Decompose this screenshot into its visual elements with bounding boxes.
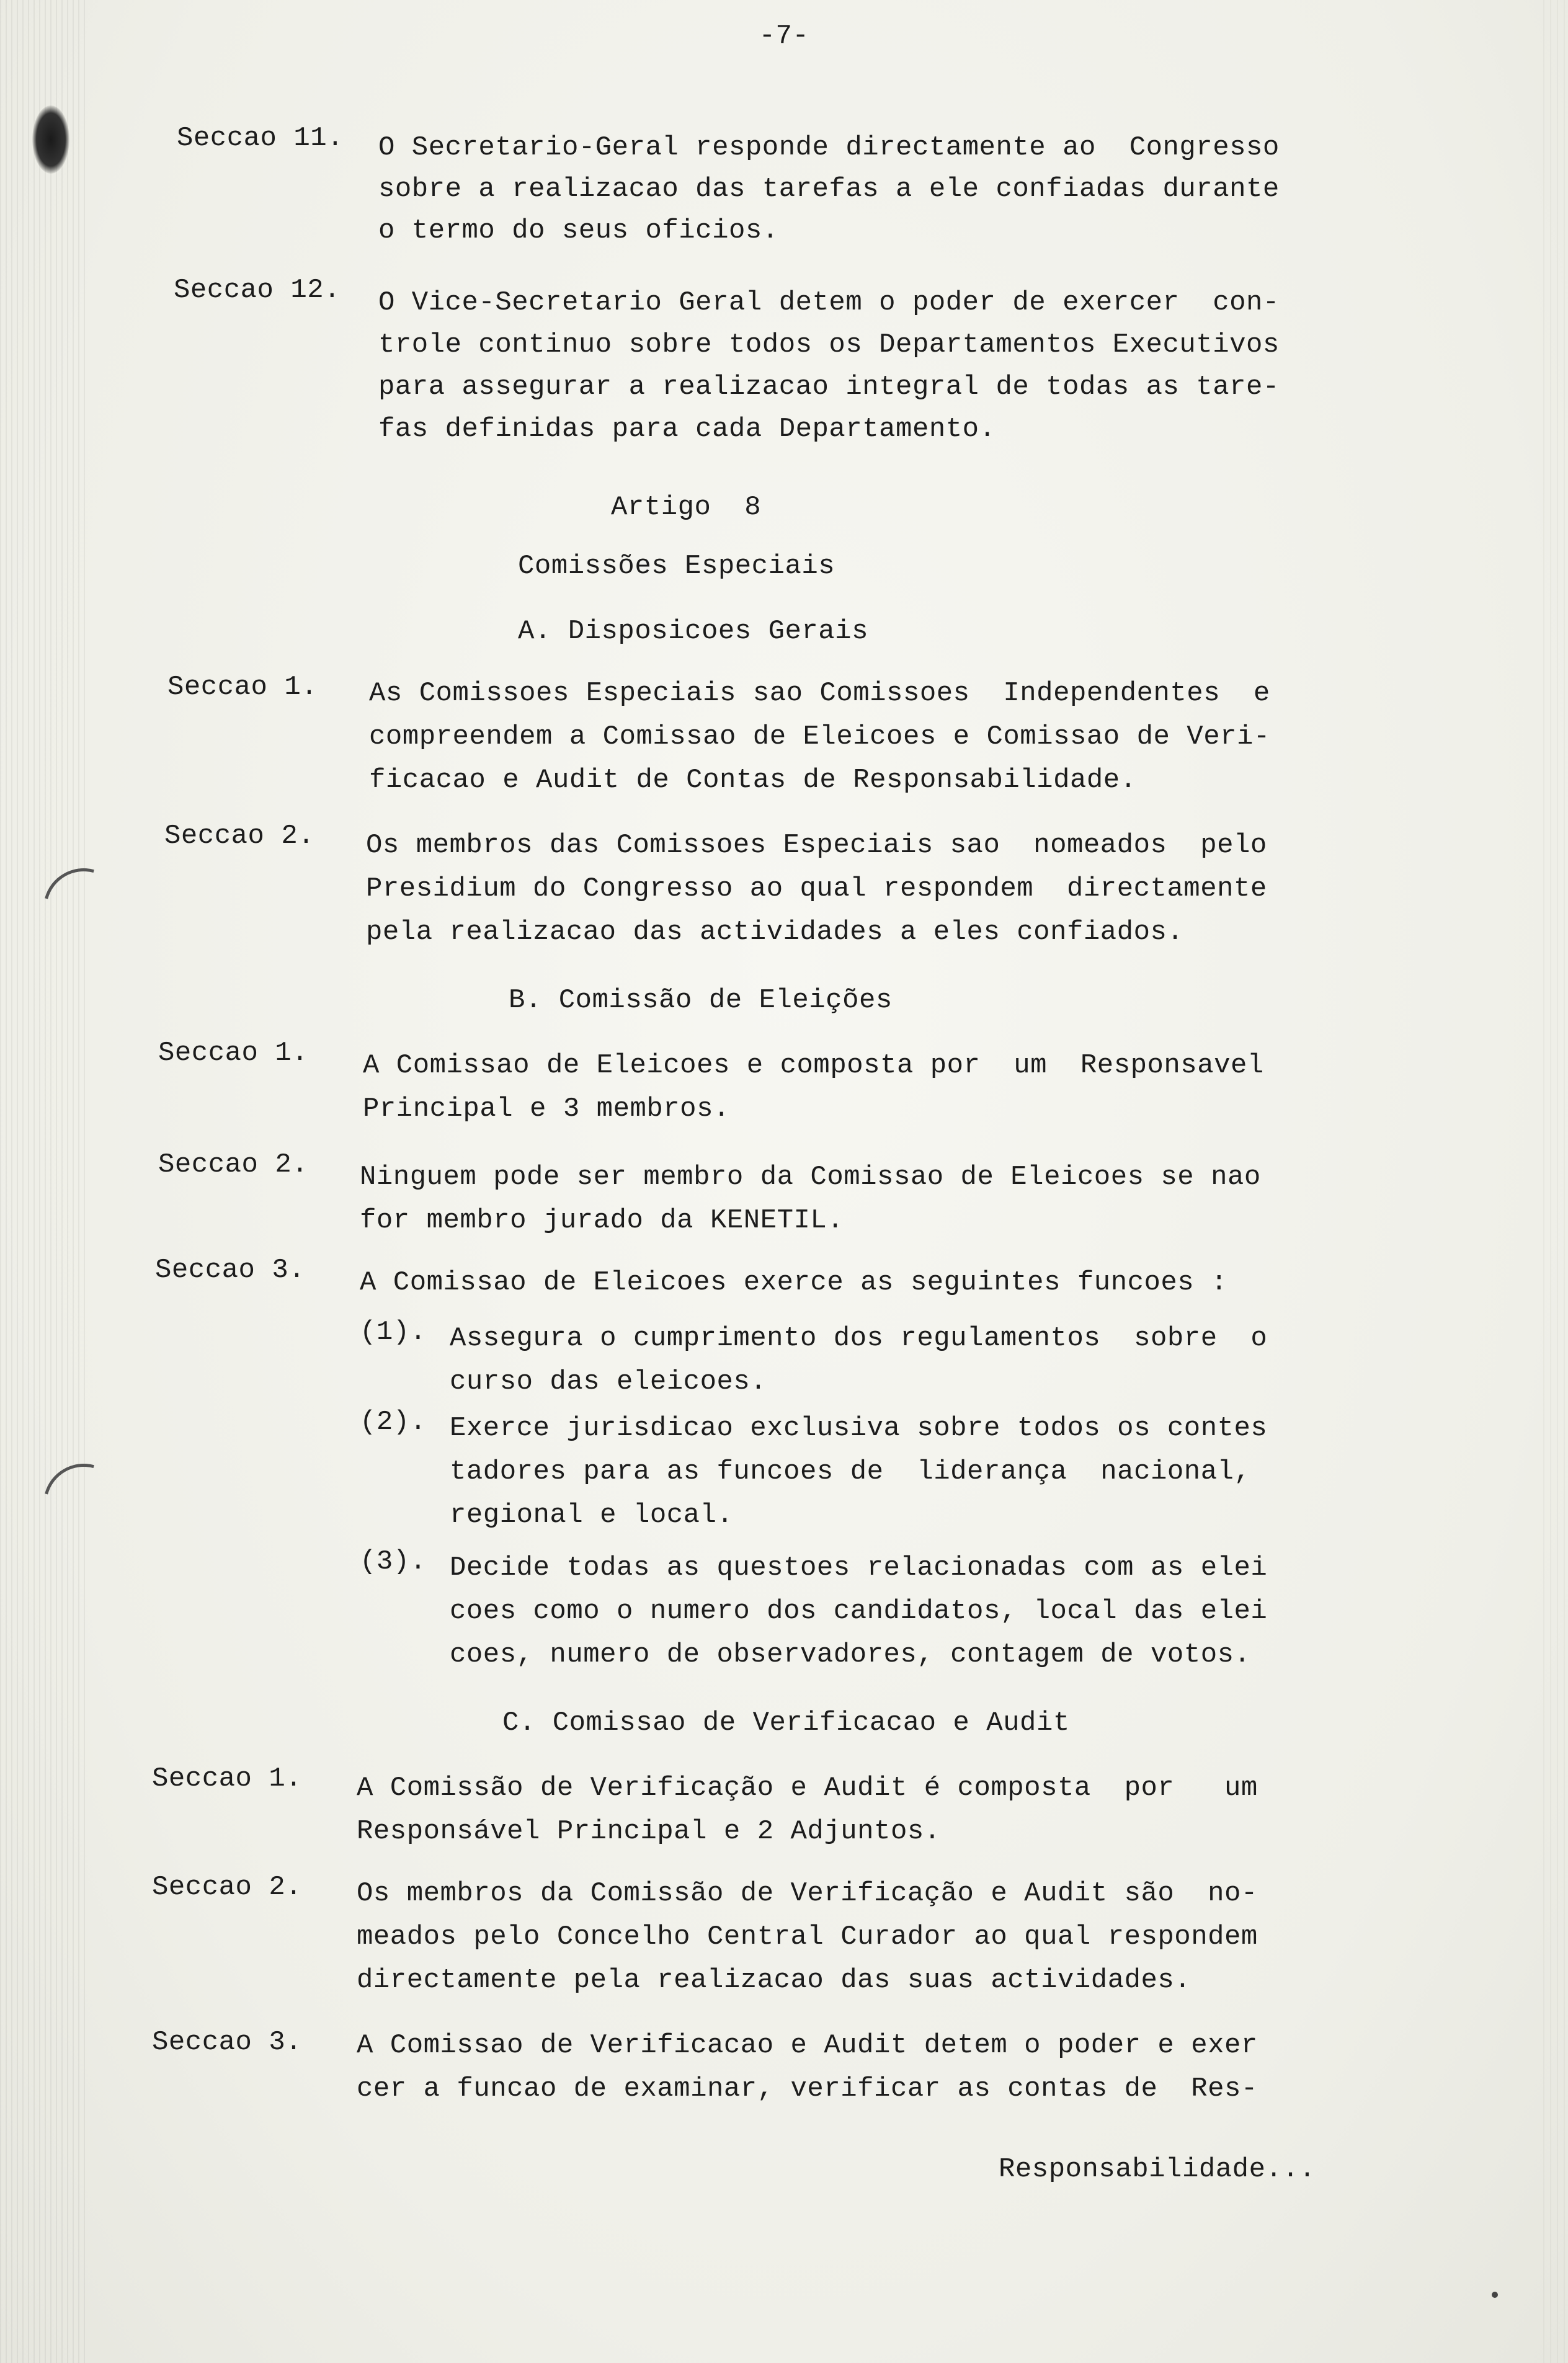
- section-label: Seccao 3.: [155, 1255, 306, 1286]
- text-line: compreendem a Comissao de Eleicoes e Comissao de Veri-: [369, 721, 1270, 752]
- text-line: curso das eleicoes.: [450, 1366, 767, 1397]
- page-number: -7-: [759, 20, 809, 51]
- text-line: A Comissao de Verificacao e Audit detem o poder e exer: [357, 2030, 1258, 2061]
- text-line: coes, numero de observadores, contagem de votos.: [450, 1639, 1251, 1670]
- text-line: directamente pela realizacao das suas actividades.: [357, 1965, 1192, 1996]
- list-number: (3).: [360, 1546, 427, 1577]
- text-line: ficacao e Audit de Contas de Responsabilidade.: [369, 765, 1137, 796]
- text-line: Os membros da Comissão de Verificação e Audit são no-: [357, 1878, 1258, 1909]
- scan-edge-right: [1543, 0, 1568, 2363]
- text-line: Exerce jurisdicao exclusiva sobre todos os contes: [450, 1413, 1268, 1444]
- text-line: coes como o numero dos candidatos, local das elei: [450, 1596, 1268, 1627]
- text-line: O Secretario-Geral responde directamente ao Congresso: [378, 132, 1280, 163]
- section-label: Seccao 11.: [177, 123, 344, 154]
- section-label: Seccao 3.: [152, 2027, 303, 2058]
- text-line: Assegura o cumprimento dos regulamentos sobre o: [450, 1323, 1268, 1354]
- text-line: fas definidas para cada Departamento.: [378, 414, 996, 445]
- text-line: Responsável Principal e 2 Adjuntos.: [357, 1816, 941, 1847]
- list-number: (1).: [360, 1317, 427, 1348]
- list-number: (2).: [360, 1407, 427, 1438]
- text-line: tadores para as funcoes de liderança nacional,: [450, 1456, 1251, 1487]
- text-line: for membro jurado da KENETIL.: [360, 1205, 844, 1236]
- part-title: B. Comissão de Eleições: [509, 985, 893, 1016]
- section-label: Seccao 12.: [174, 275, 341, 306]
- text-line: Presidium do Congresso ao qual respondem directamente: [366, 873, 1267, 904]
- text-line: sobre a realizacao das tarefas a ele confiadas durante: [378, 174, 1280, 205]
- article-title: Artigo 8: [611, 492, 762, 523]
- section-label: Seccao 1.: [152, 1763, 303, 1794]
- text-line: O Vice-Secretario Geral detem o poder de exercer con-: [378, 287, 1280, 318]
- text-line: para assegurar a realizacao integral de todas as tare-: [378, 372, 1280, 403]
- text-line: cer a funcao de examinar, verificar as contas de Res-: [357, 2073, 1258, 2104]
- section-label: Seccao 2.: [158, 1149, 309, 1180]
- text-line: As Comissoes Especiais sao Comissoes Independentes e: [369, 678, 1270, 709]
- text-line: regional e local.: [450, 1500, 734, 1531]
- section-label: Seccao 2.: [152, 1872, 303, 1903]
- section-label: Seccao 1.: [158, 1038, 309, 1069]
- part-title: C. Comissao de Verificacao e Audit: [502, 1707, 1070, 1738]
- text-line: Os membros das Comissoes Especiais sao nomeados pelo: [366, 830, 1267, 861]
- text-line: o termo do seus oficios.: [378, 215, 779, 246]
- text-line: Decide todas as questoes relacionadas com as elei: [450, 1552, 1268, 1583]
- continuation-text: Responsabilidade...: [999, 2154, 1316, 2185]
- article-subtitle: Comissões Especiais: [518, 551, 835, 582]
- part-title: A. Disposicoes Gerais: [518, 616, 868, 647]
- text-line: pela realizacao das actividades a eles confiados.: [366, 917, 1184, 948]
- text-line: A Comissao de Eleicoes exerce as seguintes funcoes :: [360, 1267, 1228, 1298]
- scan-speck: [1492, 2292, 1498, 2298]
- text-line: Principal e 3 membros.: [363, 1093, 730, 1124]
- section-label: Seccao 1.: [167, 672, 318, 703]
- text-line: meados pelo Concelho Central Curador ao qual respondem: [357, 1921, 1258, 1952]
- text-line: A Comissão de Verificação e Audit é composta por um: [357, 1773, 1258, 1804]
- section-label: Seccao 2.: [164, 821, 315, 852]
- punch-hole-mark: [32, 105, 69, 174]
- scan-edge-left: [0, 0, 87, 2363]
- text-line: Ninguem pode ser membro da Comissao de Eleicoes se nao: [360, 1162, 1261, 1193]
- text-line: A Comissao de Eleicoes e composta por um Responsavel: [363, 1050, 1264, 1081]
- text-line: trole continuo sobre todos os Departamentos Executivos: [378, 329, 1280, 360]
